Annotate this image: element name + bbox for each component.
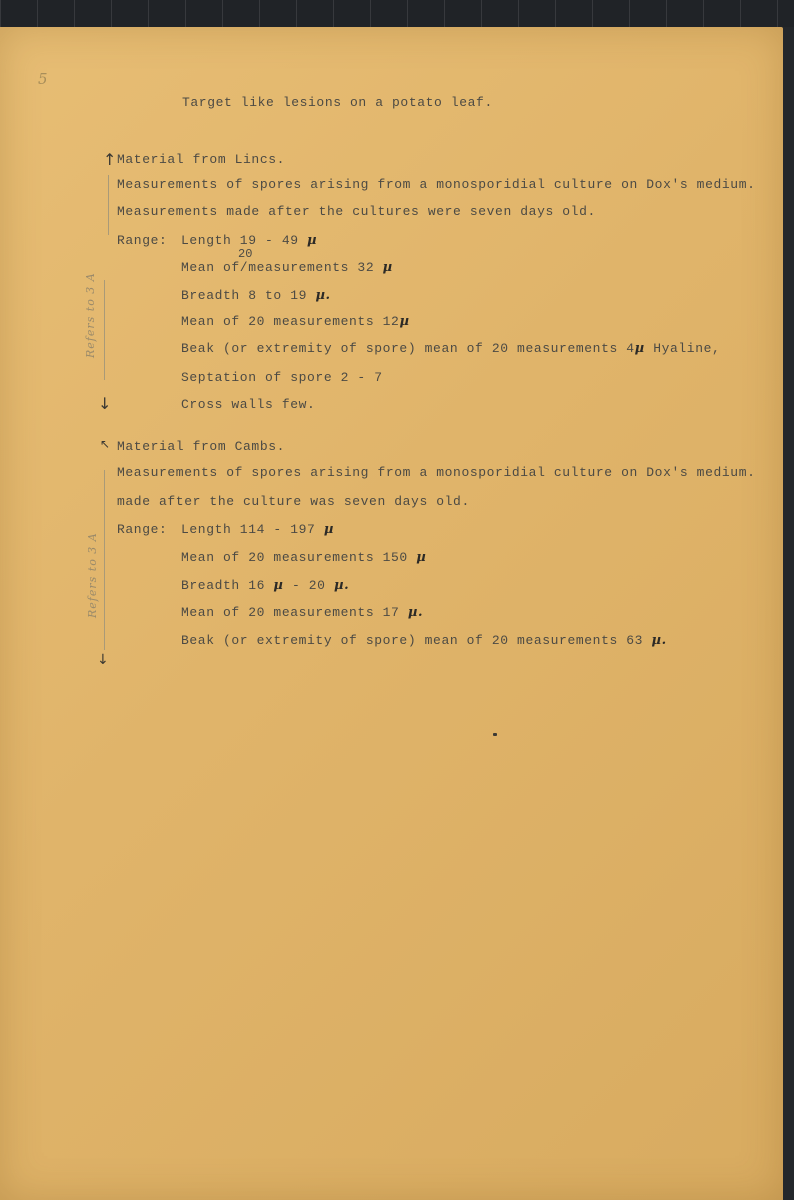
margin-bracket-line — [104, 470, 105, 650]
down-arrow-icon: ↓ — [97, 652, 109, 668]
section2-line-2: made after the culture was seven days old. — [117, 494, 470, 509]
section1-line-2: Measurements made after the cultures were seven days old. — [117, 204, 596, 219]
section2-beak: Beak (or extremity of spore) mean of 20 measurements 63 µ. — [181, 633, 667, 648]
margin-bracket-line — [104, 280, 105, 380]
margin-pencil-note: Refers to 3 A — [84, 272, 97, 358]
section2-line-1: Measurements of spores arising from a monosporidial culture on Dox's medium. — [117, 465, 756, 480]
section1-mean: Mean of/measurements 32 µ — [181, 260, 393, 275]
margin-pencil-note: Refers to 3 A — [86, 532, 99, 618]
section2-mean-20: Mean of 20 measurements 17 µ. — [181, 605, 424, 620]
section2-mean: Mean of 20 measurements 150 µ — [181, 550, 427, 565]
section2-length: Length 114 - 197 µ — [181, 522, 334, 537]
section2-breadth: Breadth 16 µ - 20 µ. — [181, 578, 350, 593]
margin-bracket-line — [108, 175, 109, 235]
ink-speck — [493, 733, 497, 736]
section1-breadth: Breadth 8 to 19 µ. — [181, 288, 331, 303]
section1-heading: Material from Lincs. — [117, 152, 286, 167]
page-title: Target like lesions on a potato leaf. — [182, 95, 493, 110]
down-arrow-icon: ↓ — [98, 394, 112, 413]
section1-length: Length 19 - 49 µ — [181, 233, 318, 248]
section1-range-label: Range: — [117, 233, 168, 248]
section1-beak: Beak (or extremity of spore) mean of 20 measurements 4µ Hyaline, — [181, 341, 721, 356]
page-edge-shadow — [783, 27, 794, 1200]
up-arrow-icon: ↑ — [103, 150, 117, 169]
section2-range-label: Range: — [117, 522, 168, 537]
corner-arrow-icon: ↖ — [100, 437, 111, 451]
section1-line-1: Measurements of spores arising from a monosporidial culture on Dox's medium. — [117, 177, 756, 192]
section1-mean-superscript: 20 — [238, 247, 253, 261]
section1-septation: Septation of spore 2 - 7 — [181, 370, 383, 385]
section1-cross-walls: Cross walls few. — [181, 397, 316, 412]
pencil-page-number: 5 — [38, 70, 48, 88]
section1-mean-20: Mean of 20 measurements 12µ — [181, 314, 410, 329]
section2-heading: Material from Cambs. — [117, 439, 286, 454]
